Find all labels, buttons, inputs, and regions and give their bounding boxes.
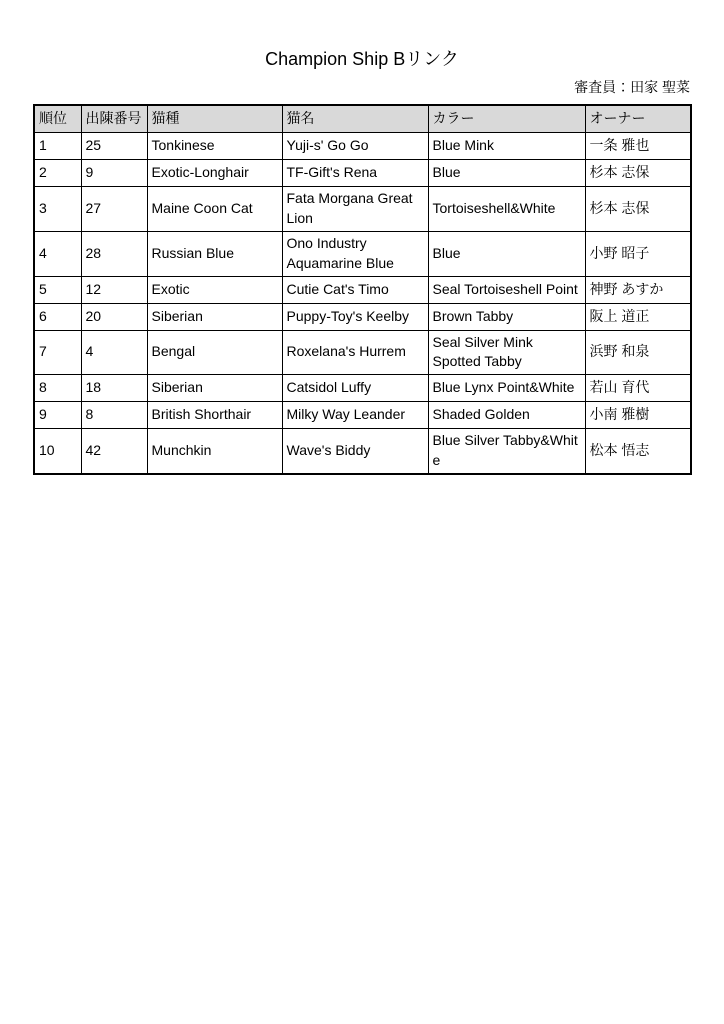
- entry-no-cell: 20: [81, 303, 147, 330]
- rank-cell: 4: [34, 231, 81, 276]
- breed-cell: Bengal: [147, 330, 282, 375]
- cat-name-cell: TF-Gift's Rena: [282, 160, 428, 187]
- color-cell: Seal Tortoiseshell Point: [428, 276, 585, 303]
- breed-cell: Munchkin: [147, 429, 282, 474]
- page-title: Champion Ship Bリンク: [265, 49, 459, 69]
- entry-no-cell: 12: [81, 276, 147, 303]
- cat-name-cell: Yuji-s' Go Go: [282, 133, 428, 160]
- entry-no-cell: 18: [81, 375, 147, 402]
- entry-no-cell: 42: [81, 429, 147, 474]
- color-cell: Seal Silver Mink Spotted Tabby: [428, 330, 585, 375]
- header-row: [34, 105, 691, 133]
- table-row: [34, 160, 691, 187]
- color-cell: Tortoiseshell&White: [428, 187, 585, 232]
- table-row: [34, 133, 691, 160]
- cat-name-cell: Catsidol Luffy: [282, 375, 428, 402]
- owner-cell: 杉本 志保: [585, 187, 691, 232]
- owner-cell: 杉本 志保: [585, 160, 691, 187]
- header-rank: 順位: [34, 105, 81, 133]
- rank-cell: 5: [34, 276, 81, 303]
- color-cell: Blue: [428, 160, 585, 187]
- color-cell: Brown Tabby: [428, 303, 585, 330]
- rank-cell: 7: [34, 330, 81, 375]
- entry-no-cell: 28: [81, 231, 147, 276]
- owner-cell: 若山 育代: [585, 375, 691, 402]
- entry-no-cell: 27: [81, 187, 147, 232]
- rank-cell: 10: [34, 429, 81, 474]
- rank-cell: 3: [34, 187, 81, 232]
- entry-no-cell: 25: [81, 133, 147, 160]
- header-entry-no: 出陳番号: [81, 105, 147, 133]
- rank-cell: 8: [34, 375, 81, 402]
- color-cell: Blue: [428, 231, 585, 276]
- table-row: [34, 187, 691, 232]
- breed-cell: Exotic-Longhair: [147, 160, 282, 187]
- breed-cell: Siberian: [147, 303, 282, 330]
- breed-cell: Maine Coon Cat: [147, 187, 282, 232]
- table-row: [34, 303, 691, 330]
- entry-no-cell: 8: [81, 402, 147, 429]
- cat-name-cell: Wave's Biddy: [282, 429, 428, 474]
- table-body: [34, 133, 691, 475]
- owner-cell: 小南 雅樹: [585, 402, 691, 429]
- rank-cell: 1: [34, 133, 81, 160]
- rank-cell: 6: [34, 303, 81, 330]
- breed-cell: Tonkinese: [147, 133, 282, 160]
- table-row: [34, 429, 691, 474]
- judge-label: 審査員：田家 聖菜: [574, 79, 690, 95]
- entry-no-cell: 4: [81, 330, 147, 375]
- breed-cell: Exotic: [147, 276, 282, 303]
- header-color: カラー: [428, 105, 585, 133]
- header-breed: 猫種: [147, 105, 282, 133]
- cat-name-cell: Milky Way Leander: [282, 402, 428, 429]
- table-row: [34, 375, 691, 402]
- rank-cell: 2: [34, 160, 81, 187]
- color-cell: Blue Mink: [428, 133, 585, 160]
- cat-name-cell: Ono Industry Aquamarine Blue: [282, 231, 428, 276]
- owner-cell: 小野 昭子: [585, 231, 691, 276]
- owner-cell: 阪上 道正: [585, 303, 691, 330]
- owner-cell: 浜野 和泉: [585, 330, 691, 375]
- color-cell: Blue Lynx Point&White: [428, 375, 585, 402]
- cat-name-cell: Fata Morgana Great Lion: [282, 187, 428, 232]
- header-cat-name: 猫名: [282, 105, 428, 133]
- owner-cell: 松本 悟志: [585, 429, 691, 474]
- entry-no-cell: 9: [81, 160, 147, 187]
- table-row: [34, 402, 691, 429]
- cat-name-cell: Puppy-Toy's Keelby: [282, 303, 428, 330]
- header-owner: オーナー: [585, 105, 691, 133]
- table-row: [34, 276, 691, 303]
- color-cell: Shaded Golden: [428, 402, 585, 429]
- owner-cell: 神野 あすか: [585, 276, 691, 303]
- results-table: [33, 104, 692, 475]
- breed-cell: Russian Blue: [147, 231, 282, 276]
- color-cell: Blue Silver Tabby&White: [428, 429, 585, 474]
- cat-name-cell: Roxelana's Hurrem: [282, 330, 428, 375]
- table-row: [34, 330, 691, 375]
- breed-cell: British Shorthair: [147, 402, 282, 429]
- table-row: [34, 231, 691, 276]
- cat-name-cell: Cutie Cat's Timo: [282, 276, 428, 303]
- table-header: [34, 105, 691, 133]
- owner-cell: 一条 雅也: [585, 133, 691, 160]
- rank-cell: 9: [34, 402, 81, 429]
- breed-cell: Siberian: [147, 375, 282, 402]
